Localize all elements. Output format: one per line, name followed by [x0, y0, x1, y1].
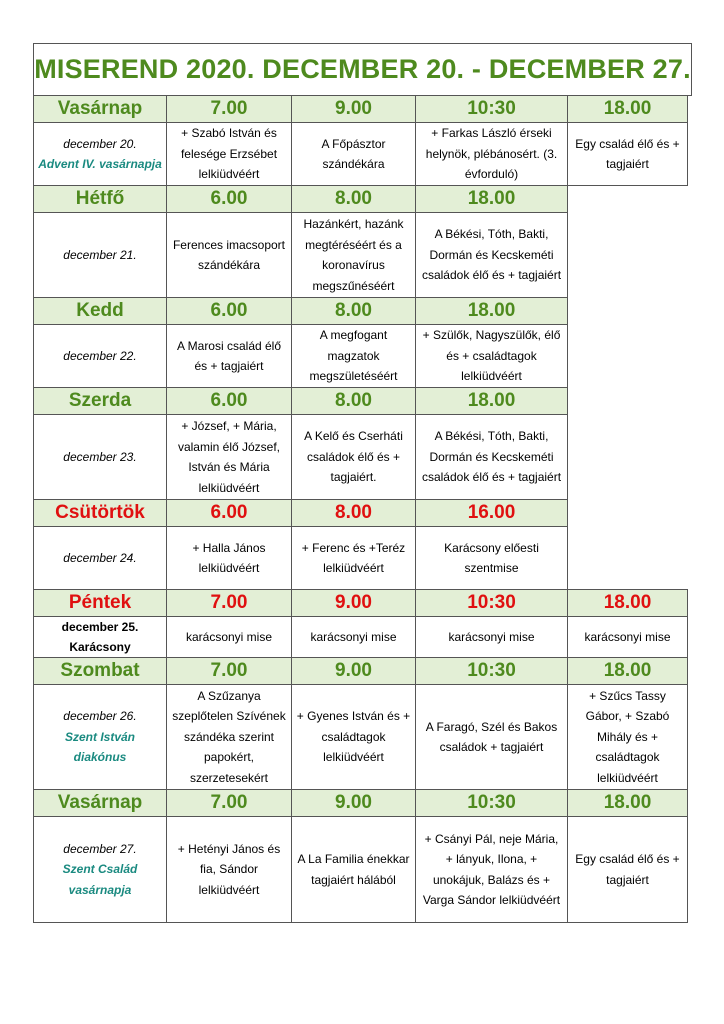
mass-time: 18.00 — [567, 789, 688, 817]
mass-time: 18.00 — [567, 657, 688, 685]
mass-time: 9.00 — [291, 657, 416, 685]
intention-cell: A Főpásztor szándékára — [291, 122, 416, 186]
day-header-row — [33, 590, 692, 617]
day-header-row — [33, 186, 692, 213]
intention-cell: Egy család élő és + tagjaiért — [567, 122, 688, 186]
mass-time: 18.00 — [415, 185, 568, 213]
mass-time: 7.00 — [166, 657, 292, 685]
feast-label: Szent István diakónus — [64, 729, 136, 765]
date-label: december 21. — [63, 247, 137, 262]
mass-time: 16.00 — [415, 499, 568, 527]
intention-cell: karácsonyi mise — [291, 616, 416, 658]
intention-cell: karácsonyi mise — [166, 616, 292, 658]
mass-time: 7.00 — [166, 589, 292, 617]
intention-cell: karácsonyi mise — [567, 616, 688, 658]
mass-time: 6.00 — [166, 297, 292, 325]
day-block-dec-27 — [33, 790, 692, 923]
intention-cell: A Békési, Tóth, Bakti, Dormán és Kecskeméti családok élő és + tagjaiért — [415, 212, 568, 298]
day-header-row — [33, 658, 692, 685]
day-header-row — [33, 298, 692, 325]
date-cell — [33, 212, 167, 298]
mass-time: 10:30 — [415, 589, 568, 617]
intention-cell: A megfogant magzatok megszületéséért — [291, 324, 416, 388]
day-name: Vasárnap — [33, 789, 167, 817]
day-header-row — [33, 96, 692, 123]
intention-cell: + Gyenes István és + családtagok lelkiüdvéért — [291, 684, 416, 790]
intention-cell: + Csányi Pál, neje Mária, + lányuk, Ilona, + unokájuk, Balázs és + Varga Sándor lelkiüdvéért — [415, 816, 568, 923]
day-name: Kedd — [33, 297, 167, 325]
day-block-dec-23 — [33, 388, 692, 500]
mass-time: 6.00 — [166, 185, 292, 213]
mass-time: 9.00 — [291, 95, 416, 123]
intention-row — [33, 213, 692, 298]
intention-cell: + Szűcs Tassy Gábor, + Szabó Mihály és + családtagok lelkiüdvéért — [567, 684, 688, 790]
date-cell — [33, 616, 167, 658]
intention-cell: Hazánkért, hazánk megtéréséért és a koronavírus megszűnéséért — [291, 212, 416, 298]
mass-time: 8.00 — [291, 387, 416, 415]
intention-row — [33, 415, 692, 500]
date-cell — [33, 816, 167, 923]
day-block-dec-22 — [33, 298, 692, 388]
mass-time: 9.00 — [291, 789, 416, 817]
feast-label: Advent IV. vasárnapja — [38, 157, 162, 171]
date-cell — [33, 684, 167, 790]
day-name: Péntek — [33, 589, 167, 617]
intention-cell: + Farkas László érseki helynök, plébánosért. (3. évforduló) — [415, 122, 568, 186]
intention-row — [33, 817, 692, 923]
date-cell — [33, 122, 167, 186]
day-block-dec-25 — [33, 590, 692, 658]
day-name: Szombat — [33, 657, 167, 685]
day-block-dec-20 — [33, 96, 692, 186]
intention-cell: + Szabó István és felesége Erzsébet lelkiüdvéért — [166, 122, 292, 186]
intention-row — [33, 685, 692, 790]
intention-cell: Ferences imacsoport szándékára — [166, 212, 292, 298]
mass-time: 18.00 — [567, 589, 688, 617]
mass-time: 8.00 — [291, 185, 416, 213]
day-name: Szerda — [33, 387, 167, 415]
day-header-row — [33, 500, 692, 527]
mass-time: 18.00 — [567, 95, 688, 123]
intention-cell: + Hetényi János és fia, Sándor lelkiüdvéért — [166, 816, 292, 923]
intention-row — [33, 325, 692, 388]
intention-row — [33, 617, 692, 658]
intention-cell: A Kelő és Cserháti családok élő és + tagjaiért. — [291, 414, 416, 500]
date-label: december 26. — [63, 709, 137, 724]
intention-cell: A Békési, Tóth, Bakti, Dormán és Kecskeméti családok élő és + tagjaiért — [415, 414, 568, 500]
date-label: december 24. — [63, 550, 137, 565]
day-block-dec-24 — [33, 500, 692, 590]
mass-time: 10:30 — [415, 95, 568, 123]
intention-cell: karácsonyi mise — [415, 616, 568, 658]
day-header-row — [33, 388, 692, 415]
date-cell — [33, 324, 167, 388]
date-label: december 25. — [61, 619, 139, 634]
mass-time: 10:30 — [415, 657, 568, 685]
date-label: december 22. — [63, 348, 137, 363]
date-label: december 23. — [63, 449, 137, 464]
mass-time: 8.00 — [291, 499, 416, 527]
day-header-row — [33, 790, 692, 817]
intention-cell: A Szűzanya szeplőtelen Szívének szándéka szerint papokért, szerzetesekért — [166, 684, 292, 790]
day-block-dec-21 — [33, 186, 692, 298]
intention-cell: A La Familia énekkar tagjaiért hálából — [291, 816, 416, 923]
feast-label: Karácsony — [69, 640, 131, 654]
mass-schedule-table — [33, 43, 692, 923]
mass-time: 8.00 — [291, 297, 416, 325]
intention-cell: A Faragó, Szél és Bakos családok + tagjaiért — [415, 684, 568, 790]
mass-time: 7.00 — [166, 789, 292, 817]
day-block-dec-26 — [33, 658, 692, 790]
day-name: Csütörtök — [33, 499, 167, 527]
mass-time: 18.00 — [415, 387, 568, 415]
mass-time: 6.00 — [166, 387, 292, 415]
intention-cell: Karácsony előesti szentmise — [415, 526, 568, 590]
day-name: Vasárnap — [33, 95, 167, 123]
date-label: december 27. — [63, 841, 137, 856]
date-cell — [33, 414, 167, 500]
page-title: MISEREND 2020. DECEMBER 20. - DECEMBER 27. — [33, 43, 692, 96]
mass-time: 18.00 — [415, 297, 568, 325]
feast-label: Szent Család vasárnapja — [62, 862, 138, 897]
mass-time: 10:30 — [415, 789, 568, 817]
intention-cell: + József, + Mária, valamin élő József, István és Mária lelkiüdvéért — [166, 414, 292, 500]
day-name: Hétfő — [33, 185, 167, 213]
mass-time: 6.00 — [166, 499, 292, 527]
intention-cell: Egy család élő és + tagjaiért — [567, 816, 688, 923]
intention-row — [33, 123, 692, 186]
date-label: december 20. — [63, 136, 137, 151]
date-cell — [33, 526, 167, 590]
intention-cell: + Ferenc és +Teréz lelkiüdvéért — [291, 526, 416, 590]
mass-time: 7.00 — [166, 95, 292, 123]
mass-time: 9.00 — [291, 589, 416, 617]
intention-cell: A Marosi család élő és + tagjaiért — [166, 324, 292, 388]
intention-cell: + Szülők, Nagyszülők, élő és + családtagok lelkiüdvéért — [415, 324, 568, 388]
intention-cell: + Halla János lelkiüdvéért — [166, 526, 292, 590]
intention-row — [33, 527, 692, 590]
